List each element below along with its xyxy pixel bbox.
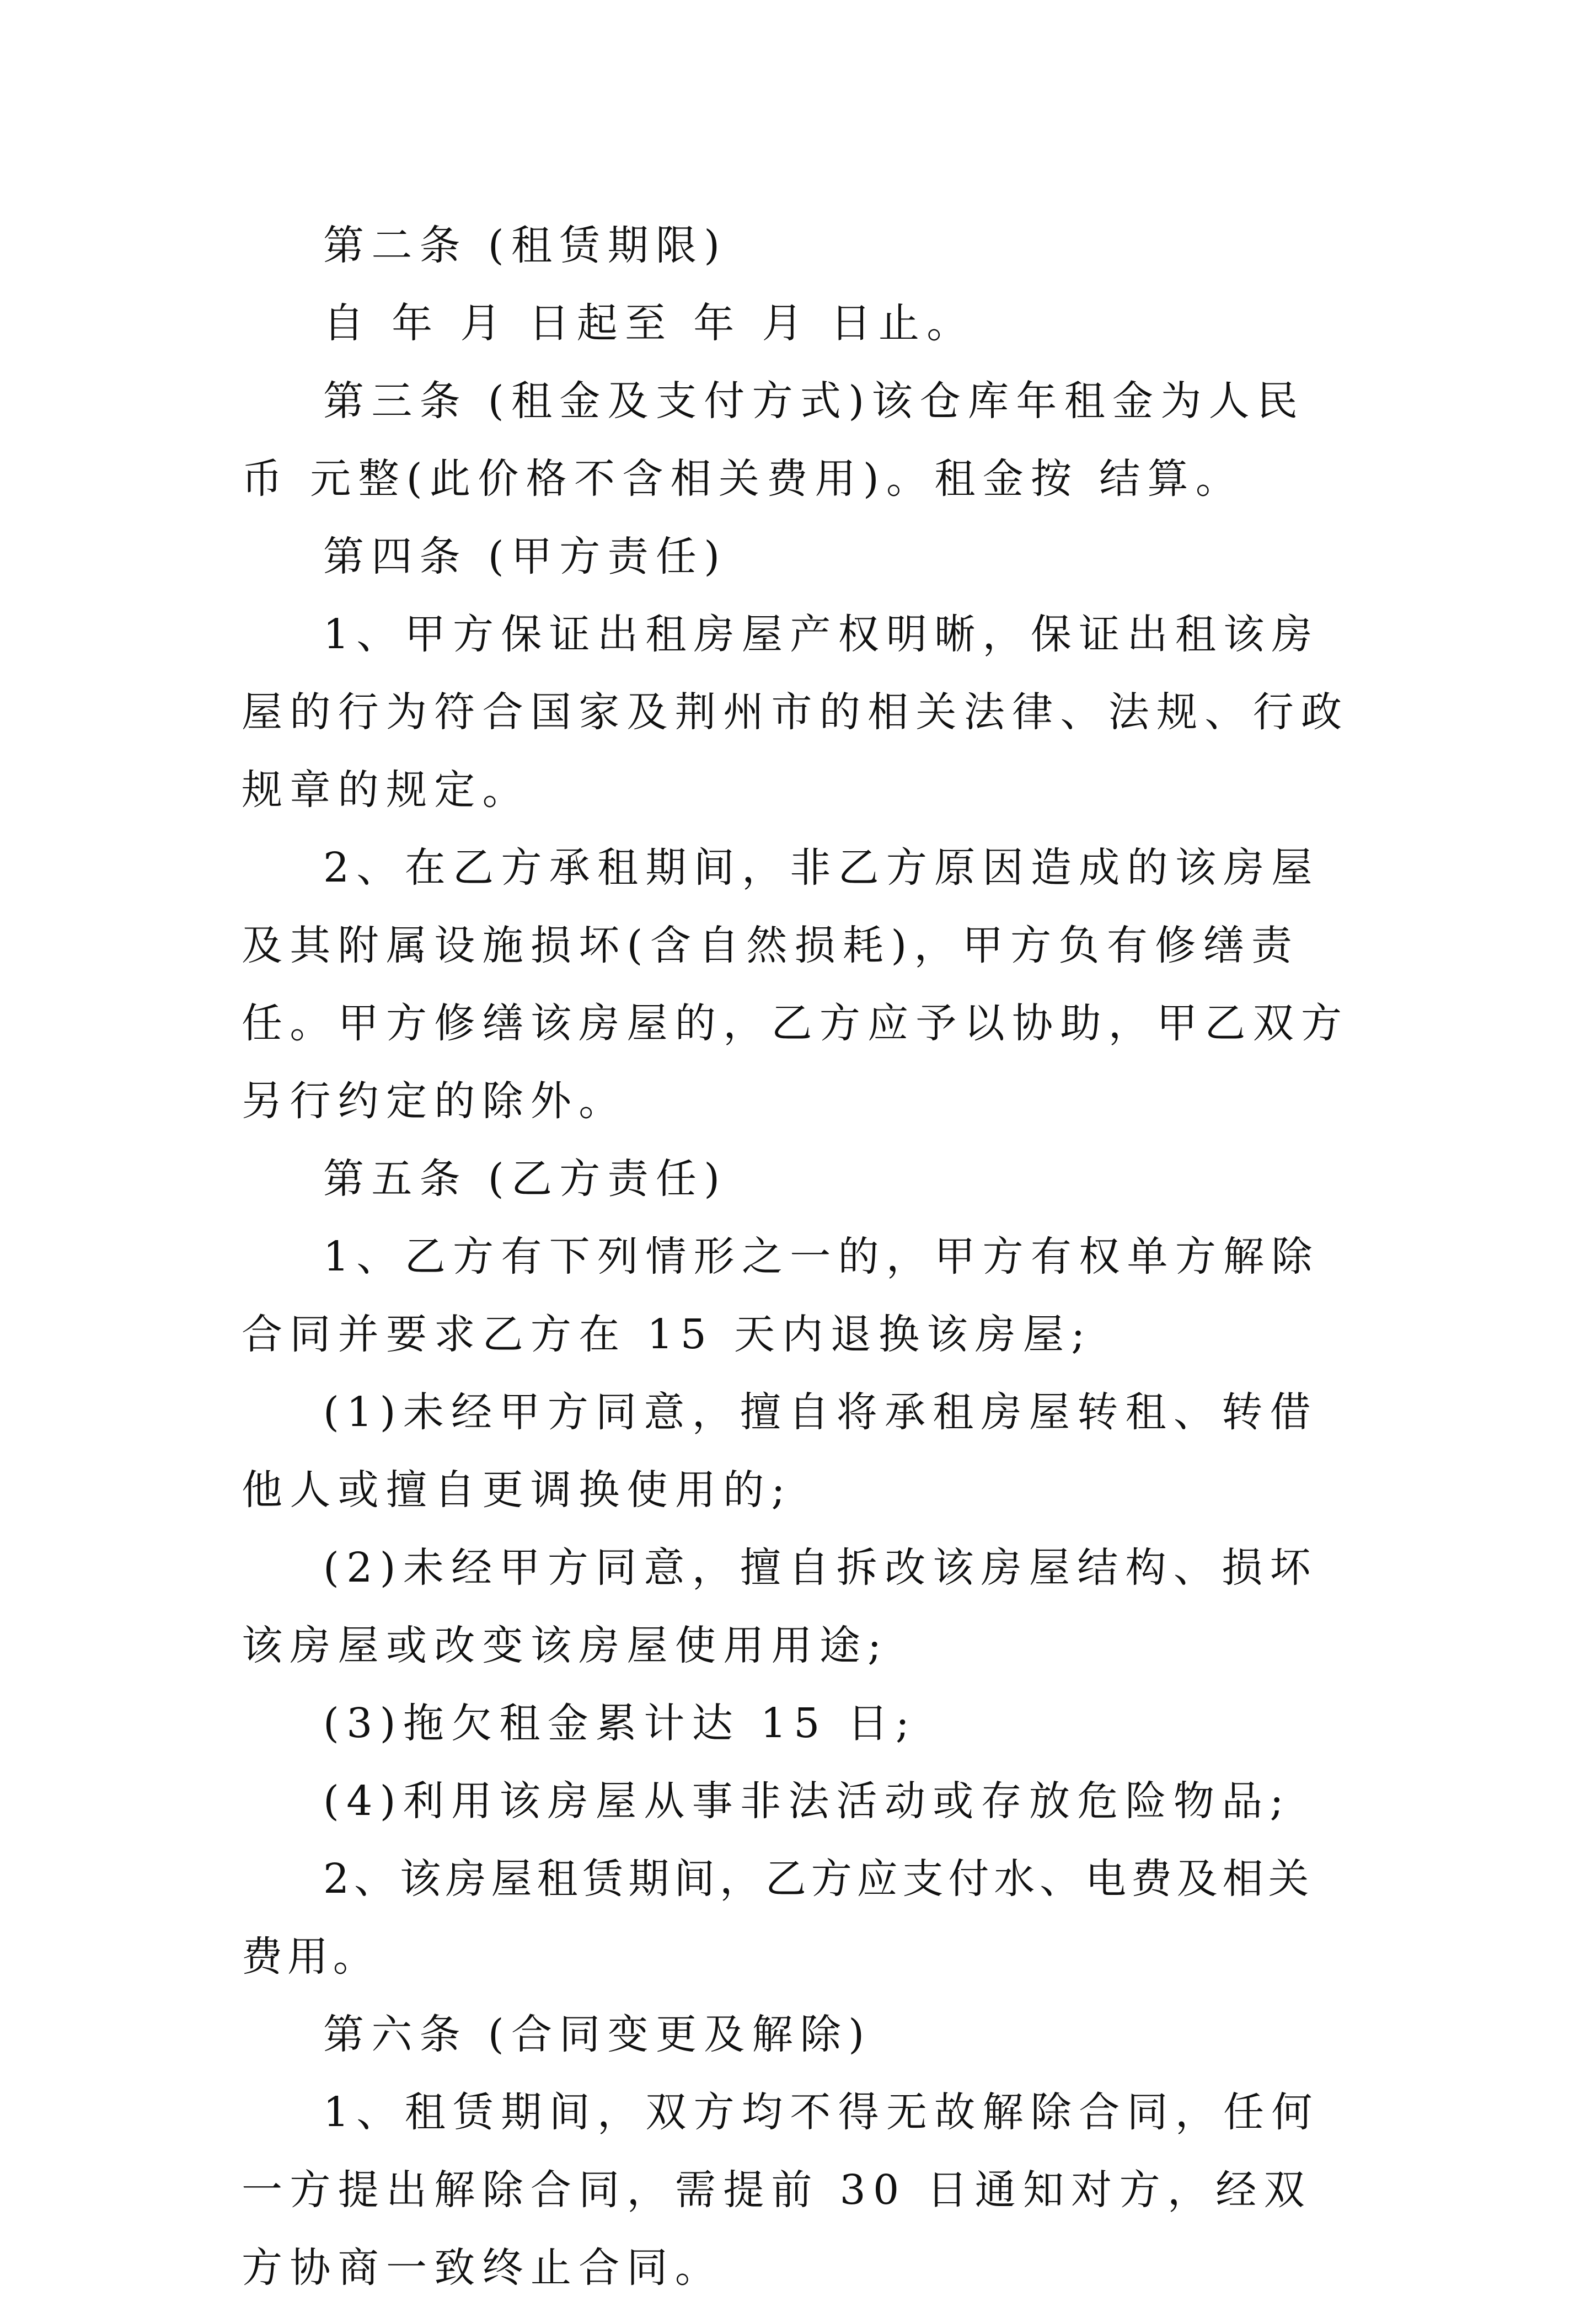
party-b-item-2: (2)未经甲方同意，擅自拆改该房屋结构、损坏该房屋或改变该房屋使用用途; — [242, 1544, 1318, 1669]
party-b-item-3: (3)拖欠租金累计达 15 日; — [323, 1700, 917, 1747]
article-4-heading: 第四条 (甲方责任) — [323, 533, 727, 580]
party-a-clause-2: 2、在乙方承租期间，非乙方原因造成的该房屋及其附属设施损坏(含自然损耗)，甲方负有修缮责任。甲方修缮该房屋的，乙方应予以协助，甲乙双方另行约定的除外。 — [242, 844, 1349, 1125]
party-b-item-1: (1)未经甲方同意，擅自将承租房屋转租、转借他人或擅自更调换使用的; — [242, 1389, 1318, 1514]
article-3-text: 第三条 (租金及支付方式)该仓库年租金为人民币 元整(此价格不含相关费用)。租金按 结算。 — [242, 377, 1305, 503]
party-a-clause-1: 1、甲方保证出租房屋产权明晰，保证出租该房屋的行为符合国家及荆州市的相关法律、法规、行政规章的规定。 — [242, 611, 1349, 814]
article-5-heading: 第五条 (乙方责任) — [323, 1155, 727, 1203]
termination-clause-1: 1、租赁期间，双方均不得无故解除合同，任何一方提出解除合同，需提前 30 日通知对方，经双方协商一致终止合同。 — [242, 2089, 1320, 2292]
document-body — [242, 207, 1350, 2307]
article-6-heading: 第六条 (合同变更及解除) — [323, 2011, 872, 2058]
party-b-item-4: (4)利用该房屋从事非法活动或存放危险物品; — [323, 1777, 1291, 1825]
article-2-heading: 第二条 (租赁期限) — [323, 222, 727, 269]
party-b-clause-2: 2、该房屋租赁期间，乙方应支付水、电费及相关费用。 — [242, 1855, 1314, 1980]
party-b-clause-1: 1、乙方有下列情形之一的，甲方有权单方解除合同并要求乙方在 15 天内退换该房屋; — [242, 1233, 1320, 1358]
lease-term-text: 自 年 月 日起至 年 月 日止。 — [323, 300, 975, 347]
